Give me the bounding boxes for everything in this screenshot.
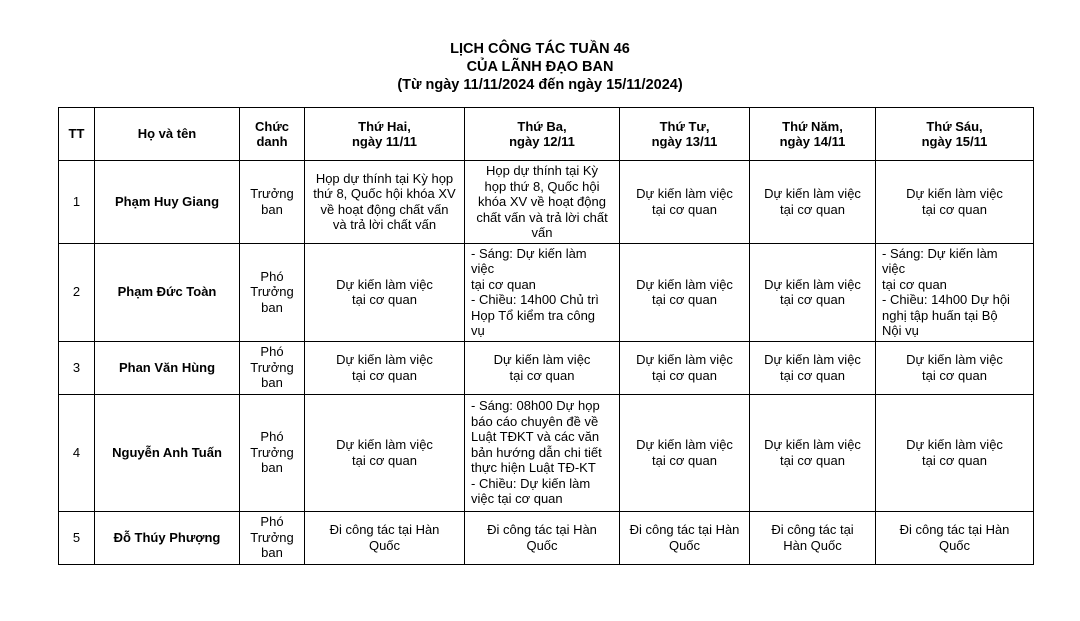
cell-text-line: Trưởng xyxy=(250,186,294,202)
cell-text-line: Quốc xyxy=(526,537,558,553)
cell-tt: 2 xyxy=(59,243,95,341)
cell-text-line: tại cơ quan xyxy=(652,292,717,307)
cell-text-line: Trưởng xyxy=(250,444,294,460)
cell-text-line: tại cơ quan xyxy=(780,201,845,217)
cell-text-line: Dự kiến làm việc xyxy=(906,352,1003,367)
cell-monday xyxy=(305,511,465,564)
cell-text-line: Dự kiến làm việc xyxy=(493,352,591,367)
cell-text-line: việc tại cơ quan xyxy=(471,491,563,507)
cell-position xyxy=(240,341,305,394)
cell-text-line: báo cáo chuyên đề về xyxy=(471,413,599,429)
cell-text-line: họp thứ 8, Quốc hội xyxy=(484,178,600,194)
cell-text-line: việc xyxy=(882,261,906,276)
cell-text-line: Dự kiến làm việc xyxy=(636,276,733,292)
cell-position xyxy=(240,161,305,244)
cell-position xyxy=(240,394,305,511)
cell-text-line: Dự kiến làm việc xyxy=(764,352,861,367)
cell-name: Phạm Huy Giang xyxy=(95,161,240,244)
cell-text-line: Trưởng xyxy=(250,359,294,375)
cell-text-line: - Sáng: 08h00 Dự họp xyxy=(471,398,600,414)
cell-text-line: việc xyxy=(471,261,495,276)
cell-text-line: Phó xyxy=(260,344,284,360)
header-friday xyxy=(876,108,1034,161)
cell-text-line: - Chiều: 14h00 Chủ trì xyxy=(471,292,599,307)
cell-text-line: Quốc xyxy=(368,537,401,553)
title-line-2: CỦA LÃNH ĐẠO BAN xyxy=(466,59,614,75)
cell-text-line: tại cơ quan xyxy=(922,452,987,468)
cell-text-line: Trưởng xyxy=(250,284,294,300)
cell-wednesday xyxy=(620,161,750,244)
cell-text-line: tại cơ quan xyxy=(652,201,717,217)
cell-monday xyxy=(305,341,465,394)
table-row xyxy=(59,161,1034,244)
header-row xyxy=(59,108,1034,161)
cell-friday xyxy=(876,511,1034,564)
cell-text-line: ngày 12/11 xyxy=(509,134,575,149)
cell-text-line: ban xyxy=(261,375,283,391)
cell-position xyxy=(240,243,305,341)
cell-text-line: Đi công tác tại Hàn xyxy=(487,522,597,537)
cell-text-line: thứ 8, Quốc hội khóa XV xyxy=(313,186,456,202)
cell-text-line: tại cơ quan xyxy=(780,292,845,307)
cell-text-line: Dự kiến làm việc xyxy=(764,276,861,292)
cell-tuesday xyxy=(465,243,620,341)
cell-text-line: Dự kiến làm việc xyxy=(636,352,733,367)
cell-name: Phan Văn Hùng xyxy=(95,341,240,394)
cell-text-line: tại cơ quan xyxy=(352,452,417,468)
document-title xyxy=(0,40,1080,94)
cell-text-line: Quốc xyxy=(668,537,701,553)
cell-text-line: - Chiều: 14h00 Dự hội xyxy=(882,292,1010,307)
cell-wednesday xyxy=(620,243,750,341)
cell-text-line: Chức xyxy=(255,118,289,134)
cell-text-line: ngày 11/11 xyxy=(351,134,418,149)
cell-friday xyxy=(876,394,1034,511)
table-row xyxy=(59,394,1034,511)
cell-text-line: Thứ Hai, xyxy=(358,118,411,134)
cell-tuesday xyxy=(465,161,620,244)
cell-text-line: tại cơ quan xyxy=(352,292,417,307)
cell-text-line: vấn xyxy=(531,225,553,240)
cell-text-line: ngày 13/11 xyxy=(651,134,718,149)
cell-thursday xyxy=(750,243,876,341)
cell-thursday xyxy=(750,394,876,511)
table-row xyxy=(59,341,1034,394)
cell-thursday xyxy=(750,341,876,394)
title-line-1: LỊCH CÔNG TÁC TUẦN 46 xyxy=(450,41,630,57)
cell-tuesday xyxy=(465,341,620,394)
cell-text-line: về hoạt động chất vấn xyxy=(320,201,449,217)
cell-text-line: vụ xyxy=(471,323,485,338)
cell-text-line: Phó xyxy=(260,429,284,445)
cell-tuesday xyxy=(465,511,620,564)
cell-friday xyxy=(876,161,1034,244)
cell-text-line: Phó xyxy=(260,268,284,284)
cell-text-line: Dự kiến làm việc xyxy=(336,437,433,452)
cell-text-line: - Chiều: Dự kiến làm xyxy=(471,475,591,491)
cell-text-line: Họp dự thính tại Kỳ xyxy=(485,163,599,178)
cell-thursday xyxy=(750,161,876,244)
table-row xyxy=(59,243,1034,341)
cell-text-line: ban xyxy=(261,460,283,476)
cell-wednesday xyxy=(620,511,750,564)
cell-text-line: tại cơ quan xyxy=(922,201,987,217)
header-wednesday xyxy=(620,108,750,161)
cell-name: Nguyễn Anh Tuấn xyxy=(95,394,240,511)
cell-text-line: ngày 14/11 xyxy=(779,134,846,149)
cell-text-line: tại cơ quan xyxy=(509,367,575,383)
cell-wednesday xyxy=(620,394,750,511)
header-tuesday xyxy=(465,108,620,161)
cell-text-line: Thứ Sáu, xyxy=(926,118,983,134)
cell-thursday xyxy=(750,511,876,564)
cell-text-line: Họp dự thính tại Kỳ họp xyxy=(315,170,454,186)
cell-monday xyxy=(305,243,465,341)
cell-text-line: tại cơ quan xyxy=(780,452,845,468)
cell-text-line: - Sáng: Dự kiến làm xyxy=(471,245,587,261)
cell-tt: 3 xyxy=(59,341,95,394)
cell-text-line: Dự kiến làm việc xyxy=(764,437,861,452)
cell-text-line: Dự kiến làm việc xyxy=(906,186,1003,202)
cell-text-line: Đi công tác tại xyxy=(771,522,854,537)
cell-text-line: Đi công tác tại Hàn xyxy=(899,522,1010,537)
cell-text-line: Dự kiến làm việc xyxy=(764,186,861,202)
cell-text-line: thực hiện Luật TĐ-KT xyxy=(471,460,596,476)
header-monday xyxy=(305,108,465,161)
schedule-table xyxy=(58,107,1034,565)
cell-text-line: tại cơ quan xyxy=(780,367,845,383)
cell-text-line: Thứ Năm, xyxy=(782,118,843,134)
cell-text-line: Dự kiến làm việc xyxy=(906,437,1003,452)
cell-text-line: tại cơ quan xyxy=(652,367,717,383)
cell-text-line: Hàn Quốc xyxy=(783,537,842,553)
header-tt: TT xyxy=(59,108,95,161)
cell-text-line: Dự kiến làm việc xyxy=(636,437,733,452)
cell-text-line: Dự kiến làm việc xyxy=(336,352,433,367)
cell-text-line: nghị tập huấn tại Bộ xyxy=(882,307,998,323)
cell-wednesday xyxy=(620,341,750,394)
cell-text-line: Đi công tác tại Hàn xyxy=(329,522,440,537)
cell-text-line: Thứ Ba, xyxy=(517,118,567,134)
title-date-range: (Từ ngày 11/11/2024 đến ngày 15/11/2024) xyxy=(397,77,683,93)
cell-tt: 4 xyxy=(59,394,95,511)
cell-text-line: Phó xyxy=(260,514,284,530)
cell-text-line: khóa XV về hoạt động xyxy=(478,194,606,209)
cell-text-line: chất vấn và trả lời chất xyxy=(476,209,608,225)
cell-text-line: ban xyxy=(261,299,283,315)
cell-name: Phạm Đức Toàn xyxy=(95,243,240,341)
cell-text-line: danh xyxy=(256,134,288,149)
cell-name: Đỗ Thúy Phượng xyxy=(95,511,240,564)
cell-text-line: Đi công tác tại Hàn xyxy=(629,522,740,537)
cell-text-line: Nội vụ xyxy=(882,323,919,338)
cell-position xyxy=(240,511,305,564)
cell-text-line: Dự kiến làm việc xyxy=(336,276,433,292)
cell-text-line: và trả lời chất vấn xyxy=(332,217,437,233)
cell-text-line: bản hướng dẫn chi tiết xyxy=(471,444,602,460)
cell-text-line: tại cơ quan xyxy=(471,276,536,292)
cell-text-line: tại cơ quan xyxy=(922,367,987,383)
cell-text-line: Quốc xyxy=(938,537,971,553)
cell-text-line: Luật TĐKT và các văn xyxy=(471,429,600,445)
cell-text-line: - Sáng: Dự kiến làm xyxy=(882,245,998,261)
cell-text-line: Dự kiến làm việc xyxy=(636,186,733,202)
cell-text-line: Trưởng xyxy=(250,529,294,545)
cell-tt: 1 xyxy=(59,161,95,244)
table-row xyxy=(59,511,1034,564)
cell-text-line: tại cơ quan xyxy=(882,276,947,292)
cell-tt: 5 xyxy=(59,511,95,564)
header-thursday xyxy=(750,108,876,161)
cell-monday xyxy=(305,161,465,244)
cell-text-line: tại cơ quan xyxy=(352,367,417,383)
cell-text-line: ban xyxy=(261,545,283,561)
cell-tuesday xyxy=(465,394,620,511)
cell-text-line: Họp Tổ kiểm tra công xyxy=(471,307,596,323)
cell-friday xyxy=(876,341,1034,394)
header-name: Họ và tên xyxy=(95,108,240,161)
cell-monday xyxy=(305,394,465,511)
cell-text-line: ngày 15/11 xyxy=(921,134,988,149)
cell-text-line: Thứ Tư, xyxy=(659,118,710,134)
cell-text-line: ban xyxy=(261,201,283,217)
cell-friday xyxy=(876,243,1034,341)
header-position xyxy=(240,108,305,161)
cell-text-line: tại cơ quan xyxy=(652,452,717,468)
